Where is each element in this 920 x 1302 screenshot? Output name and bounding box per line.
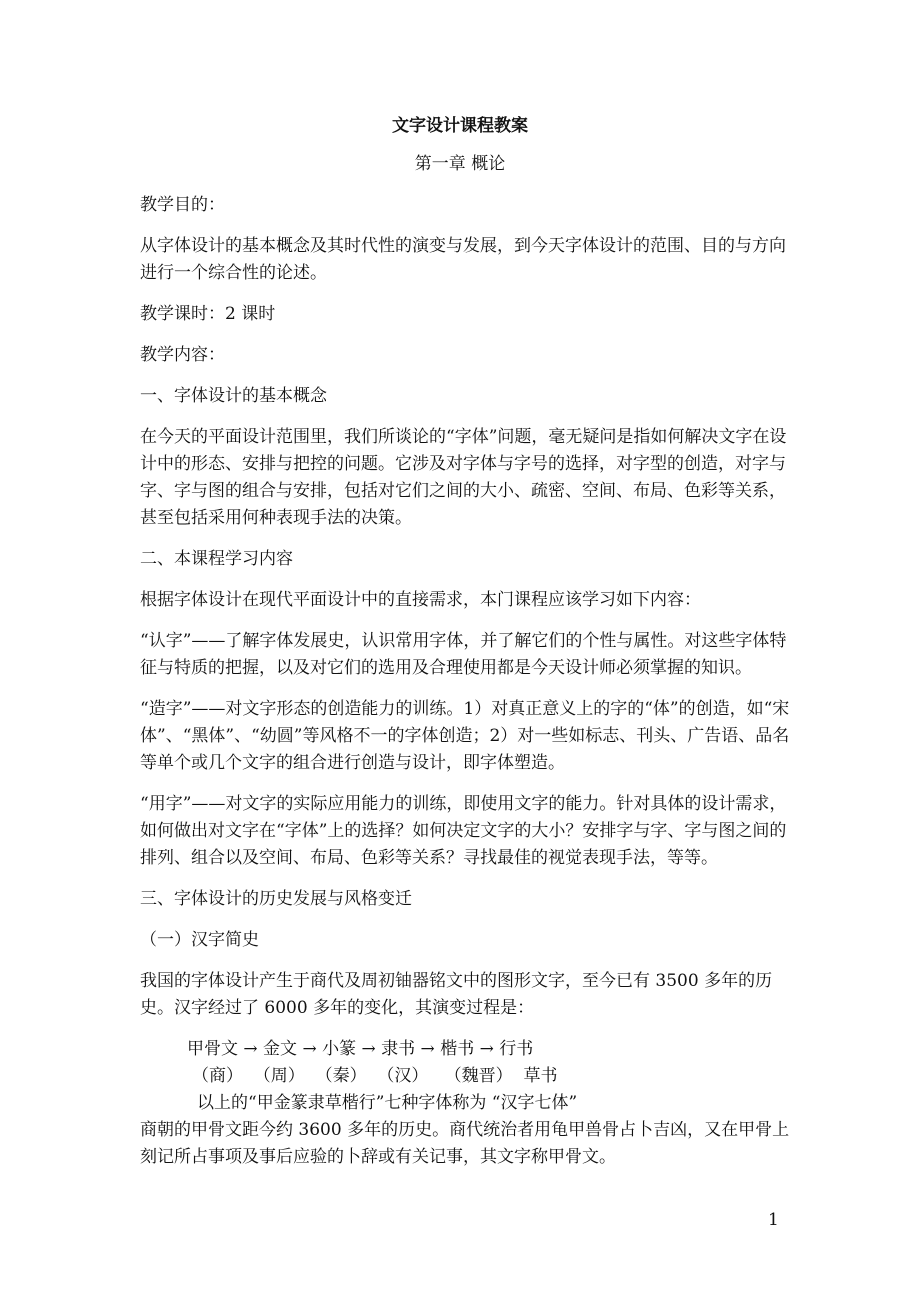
chapter-heading: 第一章 概论 — [414, 154, 506, 174]
objective-label: 教学目的： — [140, 195, 225, 215]
section-1-paragraph: 在今天的平面设计范围里，我们所谈论的“字体”问题，毫无疑问是指如何解决文字在设计中的形态、安排与把控的问题。它涉及对字体与字号的选择，对字型的创造，对字与字、字与图的组合与安排，包括对它们之间的大小、疏密、空间、布局、色彩等关系，甚至包括采用何种表现手法的决策。 — [140, 427, 787, 528]
section-3-paragraph-1: 我国的字体设计产生于商代及周初铀器铭文中的图形文字，至今已有 3500 多年的历史。汉字经过了 6000 多年的变化，其演变过程是： — [140, 971, 773, 1018]
section-2-intro: 根据字体设计在现代平面设计中的直接需求，本门课程应该学习如下内容： — [140, 590, 701, 610]
section-2-paragraph-recognize: “认字”——了解字体发展史，认识常用字体，并了解它们的个性与属性。对这些字体特征与特质的把握，以及对它们的选用及合理使用都是今天设计师必须掌握的知识。 — [140, 631, 787, 678]
section-3-subheading: （一）汉字简史 — [140, 930, 259, 950]
objective-text: 从字体设计的基本概念及其时代性的演变与发展，到今天字体设计的范围、目的与方向进行一个综合性的论述。 — [140, 236, 786, 283]
page-number: 1 — [768, 1210, 779, 1230]
section-1-heading: 一、字体设计的基本概念 — [140, 386, 327, 406]
content-label: 教学内容： — [140, 345, 225, 365]
section-2-paragraph-create: “造字”——对文字形态的创造能力的训练。1）对真正意义上的字的“体”的创造，如“宋体”、“黑体”、“幼圆”等风格不一的字体创造；2）对一些如标志、刊头、广告语、品名等单个或几个文字的组合进行创造与设计，即字体塑造。 — [140, 699, 790, 773]
teaching-hours: 教学课时：2 课时 — [140, 304, 276, 324]
document-title: 文字设计课程教案 — [392, 116, 528, 136]
section-2-heading: 二、本课程学习内容 — [140, 549, 293, 569]
section-3-paragraph-2: 商朝的甲骨文距今约 3600 多年的历史。商代统治者用龟甲兽骨占卜吉凶，又在甲骨上刻记所占事项及事后应验的卜辞或有关记事，其文字称甲骨文。 — [140, 1120, 790, 1167]
section-2-paragraph-use: “用字”——对文字的实际应用能力的训练，即使用文字的能力。针对具体的设计需求，如何做出对文字在“字体”上的选择？如何决定文字的大小？安排字与字、字与图之间的排列、组合以及空间、布局、色彩等关系？寻找最佳的视觉表现手法，等等。 — [140, 794, 787, 868]
document-body — [140, 192, 790, 1185]
section-3-heading: 三、字体设计的历史发展与风格变迁 — [140, 889, 412, 909]
evolution-chain: 甲骨文 → 金文 → 小篆 → 隶书 → 楷书 → 行书 — [187, 1039, 534, 1059]
evolution-summary: 以上的“甲金篆隶草楷行”七种字体称为 “汉字七体” — [197, 1093, 578, 1113]
evolution-dynasties: （商） （周） （秦） （汉） （魏晋） 草书 — [192, 1066, 558, 1086]
